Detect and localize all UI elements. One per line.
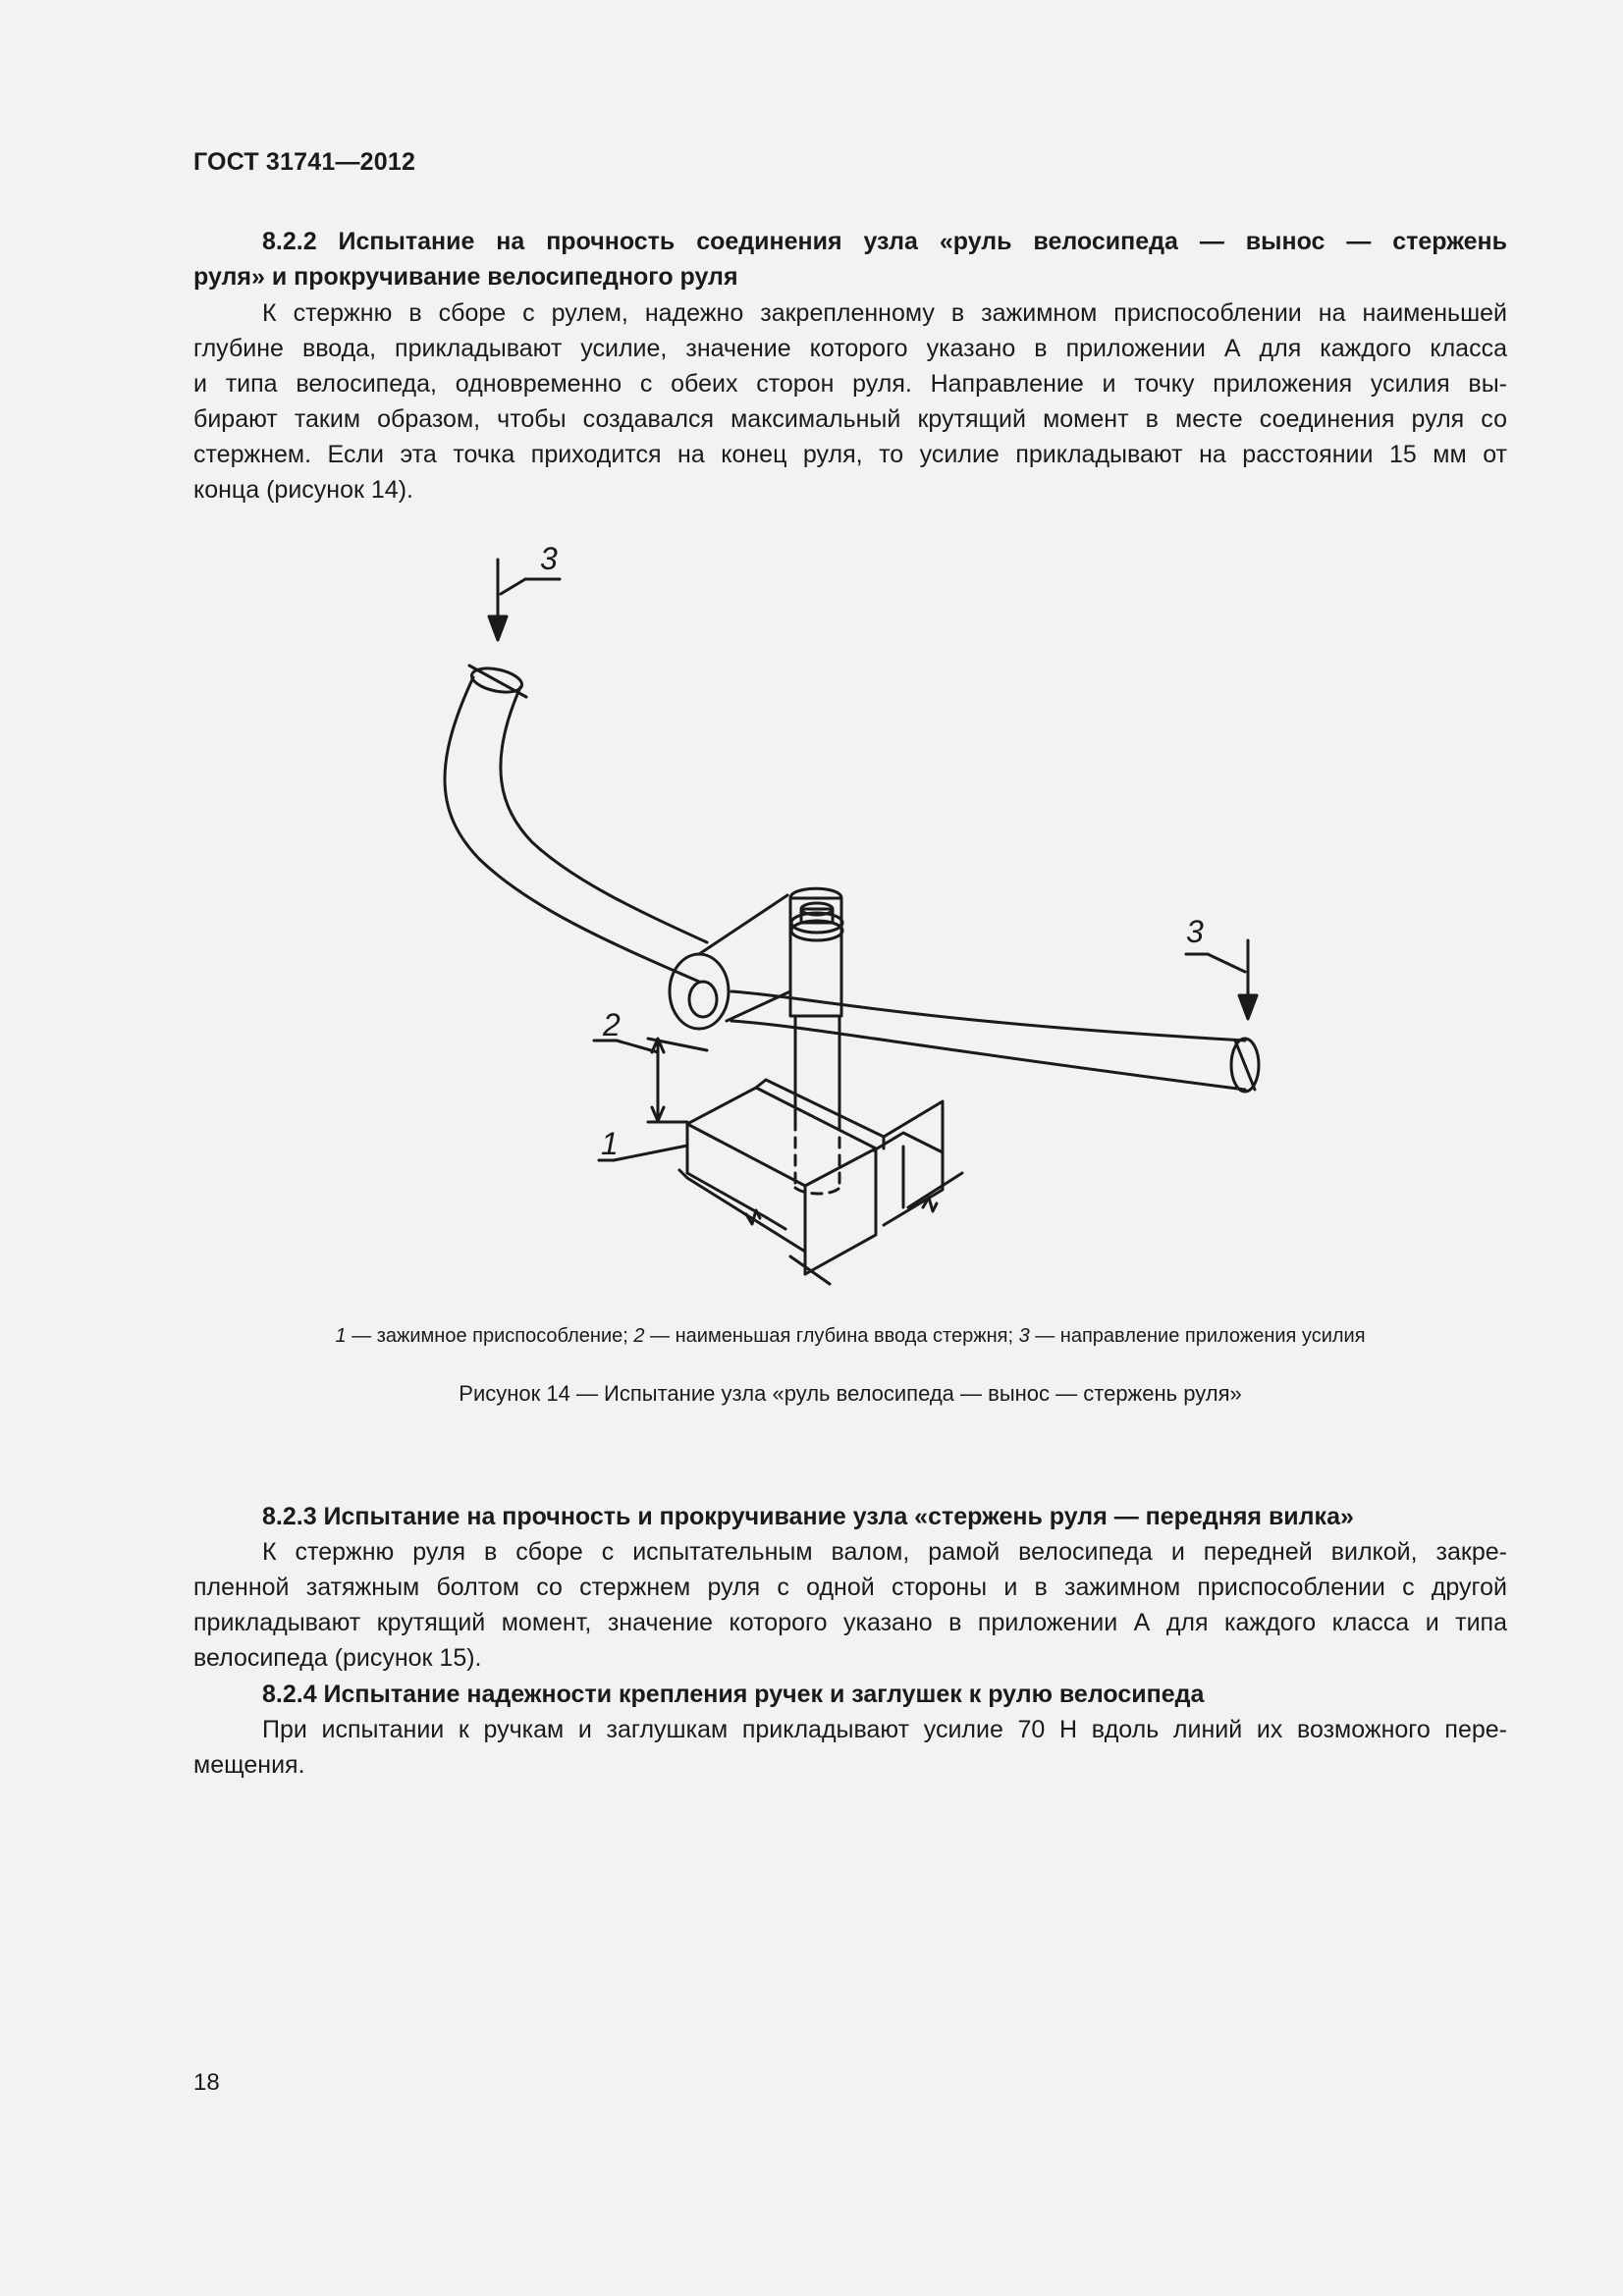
figure-legend <box>193 1325 1507 1348</box>
stem-assembly <box>670 888 842 1194</box>
handlebar-left <box>445 665 707 982</box>
handlebar-right <box>731 991 1259 1092</box>
heading-line: 8.2.2 Испытание на прочность соединения узла «руль велосипеда — вынос — стержень <box>262 228 1507 255</box>
figure-label-3-right: 3 <box>1186 914 1204 949</box>
section-8-2-2-body <box>193 295 1507 507</box>
figure-14-drawing <box>393 530 1276 1296</box>
body-line: мещения. <box>193 1751 305 1779</box>
section-8-2-3-heading <box>193 1499 1507 1534</box>
legend-text: — наименьшая глубина ввода стержня; <box>644 1325 1019 1347</box>
legend-text: — направление приложения усилия <box>1029 1325 1366 1347</box>
figure-label-2: 2 <box>603 1007 621 1042</box>
section-8-2-4-body <box>193 1712 1507 1783</box>
dimension-depth <box>594 1039 707 1122</box>
legend-number: 3 <box>1018 1325 1030 1347</box>
heading-line: 8.2.4 Испытание надежности крепления ручек и заглушек к рулю велосипеда <box>262 1681 1205 1708</box>
body-line: пленной затяжным болтом со стержнем руля с одной стороны и в зажимном приспособлении с другой <box>193 1574 1507 1601</box>
document-header: ГОСТ 31741—2012 <box>193 148 416 176</box>
legend-text: — зажимное приспособление; <box>346 1325 634 1347</box>
body-line: При испытании к ручкам и заглушкам прикладывают усилие 70 Н вдоль линий их возможного пере- <box>262 1716 1507 1743</box>
section-8-2-3-body <box>193 1534 1507 1676</box>
figure-label-1: 1 <box>601 1126 619 1161</box>
body-line: конца (рисунок 14). <box>193 476 413 504</box>
body-line: стержнем. Если эта точка приходится на конец руля, то усилие прикладывают на расстоянии 15 мм от <box>193 441 1507 468</box>
figure-label-3-left: 3 <box>540 541 558 576</box>
body-line: прикладывают крутящий момент, значение которого указано в приложении А для каждого класса и типа <box>193 1609 1507 1636</box>
figure-caption: Рисунок 14 — Испытание узла «руль велосипеда — вынос — стержень руля» <box>459 1381 1242 1406</box>
body-line: К стержню в сборе с рулем, надежно закрепленному в зажимном приспособлении на наименьшей <box>262 299 1507 327</box>
heading-line: 8.2.3 Испытание на прочность и прокручивание узла «стержень руля — передняя вилка» <box>262 1503 1354 1530</box>
body-line: велосипеда (рисунок 15). <box>193 1644 482 1672</box>
leader-1 <box>614 1146 687 1160</box>
body-line: К стержню руля в сборе с испытательным валом, рамой велосипеда и передней вилкой, закре- <box>262 1538 1507 1566</box>
body-line: глубине ввода, прикладывают усилие, значение которого указано в приложении А для каждого класса <box>193 335 1507 362</box>
legend-number: 1 <box>335 1325 347 1347</box>
section-8-2-4-heading <box>193 1677 1507 1712</box>
clamping-device <box>679 1080 962 1284</box>
force-arrow-right <box>1186 940 1257 1019</box>
body-line: бирают таким образом, чтобы создавался максимальный крутящий момент в месте соединения руля со <box>193 405 1507 433</box>
legend-number: 2 <box>633 1325 645 1347</box>
section-8-2-2-heading <box>193 224 1507 294</box>
heading-line: руля» и прокручивание велосипедного руля <box>193 263 738 291</box>
page-number: 18 <box>193 2069 220 2096</box>
body-line: и типа велосипеда, одновременно с обеих сторон руля. Направление и точку приложения усилия вы- <box>193 370 1507 398</box>
